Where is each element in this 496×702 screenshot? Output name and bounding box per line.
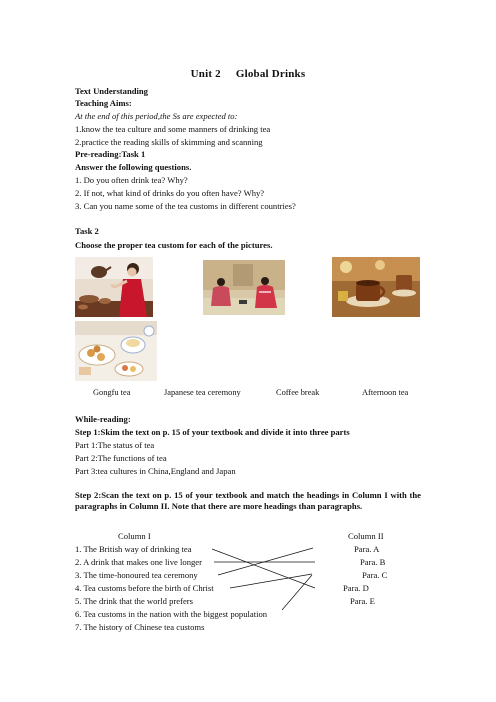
column-ii-header: Column II	[348, 531, 384, 541]
question-item: 1. Do you often drink tea? Why?	[75, 175, 188, 185]
paragraph-item: Para. E	[350, 596, 375, 606]
heading-item: 5. The drink that the world prefers	[75, 596, 193, 606]
task2-instruction: Choose the proper tea custom for each of the pictures.	[75, 240, 273, 250]
aim-item: 2.practice the reading skills of skimming and scanning	[75, 137, 263, 147]
heading-item: 3. The time-honoured tea ceremony	[75, 570, 198, 580]
aim-item: 1.know the tea culture and some manners of drinking tea	[75, 124, 271, 134]
unit-name: Global Drinks	[235, 68, 306, 80]
aims-intro: At the end of this period,the Ss are expected to:	[75, 111, 238, 121]
question-item: 2. If not, what kind of drinks do you often have? Why?	[75, 188, 265, 198]
option-coffee-break: Coffee break	[276, 388, 320, 397]
match-line	[230, 574, 312, 588]
question-item: 3. Can you name some of the tea customs in different countries?	[75, 201, 296, 211]
heading-item: 4. Tea customs before the birth of Christ	[75, 583, 214, 593]
part-item: Part 2:The functions of tea	[75, 453, 167, 463]
part-item: Part 3:tea cultures in China,England and Japan	[75, 466, 236, 476]
column-i-header: Column I	[118, 531, 151, 541]
heading-item: 6. Tea customs in the nation with the biggest population	[75, 609, 268, 619]
heading-item: 7. The history of Chinese tea customs	[75, 622, 205, 632]
paragraph-item: Para. B	[360, 557, 386, 567]
prereading-heading: Pre-reading:Task 1	[75, 149, 146, 159]
aims-heading: Teaching Aims:	[75, 98, 132, 108]
prereading-instruction: Answer the following questions.	[75, 162, 192, 172]
paragraph-item: Para. D	[343, 583, 369, 593]
option-afternoon-tea: Afternoon tea	[362, 388, 409, 397]
task2-heading: Task 2	[75, 226, 99, 236]
paragraph-item: Para. A	[354, 544, 380, 554]
option-gongfu-tea: Gongfu tea	[93, 388, 131, 397]
match-line	[282, 575, 312, 610]
whilereading-label: While-reading:	[75, 414, 131, 424]
option-japanese-tea-ceremony: Japanese tea ceremony	[164, 388, 241, 397]
paragraph-item: Para. C	[362, 570, 388, 580]
part-item: Part 1:The status of tea	[75, 440, 155, 450]
heading-item: 1. The British way of drinking tea	[75, 544, 192, 554]
section-heading: Text Understanding	[75, 86, 148, 96]
unit-number: Unit 2	[190, 68, 221, 80]
step2-instruction: Step 2:Scan the text on p. 15 of your textbook and match the headings in Column I with the paragraphs in Column II. Note that there are more headings than paragraphs.	[75, 490, 421, 511]
match-line	[218, 548, 313, 575]
step1-instruction: Step 1:Skim the text on p. 15 of your textbook and divide it into three parts	[75, 427, 350, 437]
heading-item: 2. A drink that makes one live longer	[75, 557, 202, 567]
